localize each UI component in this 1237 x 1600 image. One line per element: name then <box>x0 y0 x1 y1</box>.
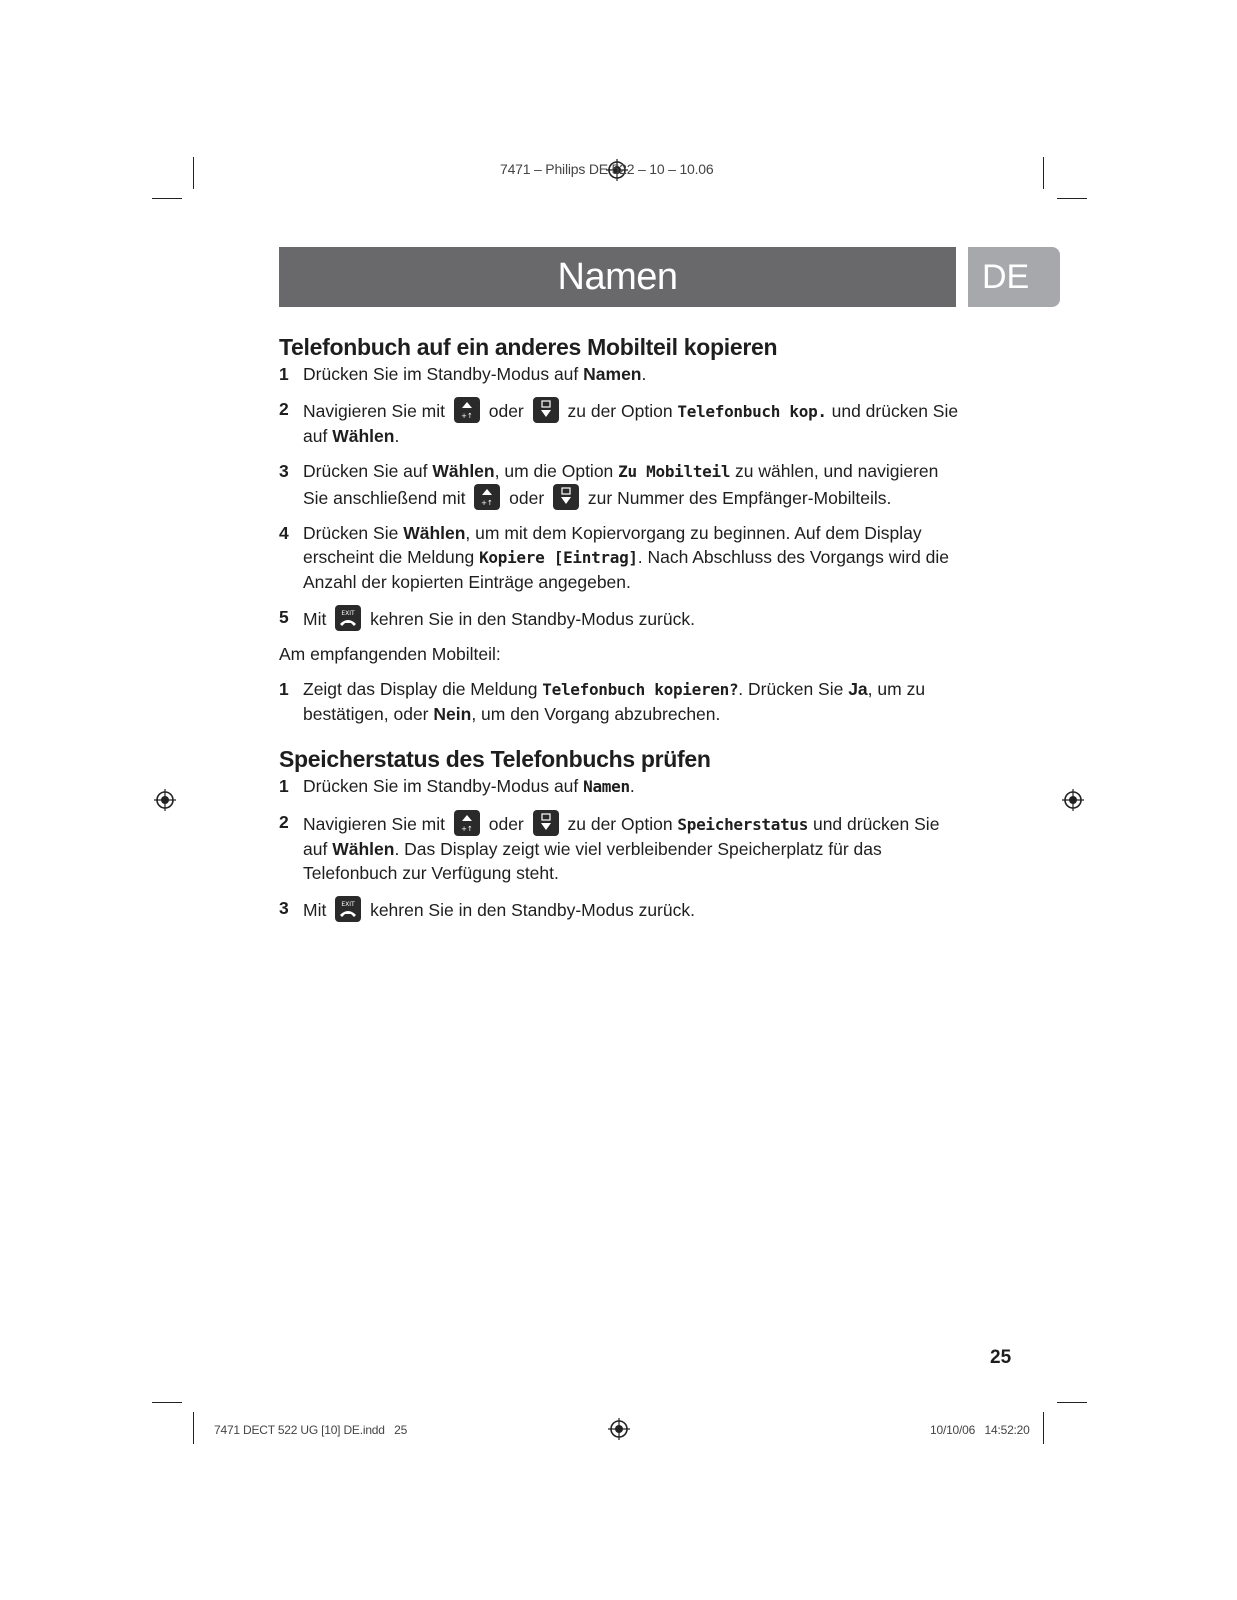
registration-mark-icon <box>1062 789 1084 811</box>
display-text: Speicherstatus <box>677 815 809 834</box>
nav-down-key-icon <box>533 810 559 836</box>
step-text: zu der Option <box>562 401 678 421</box>
display-text: Zu Mobilteil <box>618 462 731 481</box>
nav-down-key-icon <box>533 397 559 423</box>
step-text: oder <box>504 488 550 508</box>
list-item <box>279 397 959 448</box>
key-label: Nein <box>433 704 472 724</box>
step-text: Drücken Sie im Standby-Modus auf <box>303 776 584 796</box>
step-text: , um die Option <box>494 461 619 481</box>
step-text: Navigieren Sie mit <box>303 814 450 834</box>
list-item <box>279 605 959 631</box>
step-text: Mit <box>303 609 332 629</box>
section-banner <box>279 247 956 307</box>
step-text: kehren Sie in den Standby-Modus zurück. <box>365 609 695 629</box>
language-tab: DE <box>968 247 1060 307</box>
svg-text:EXIT: EXIT <box>341 901 355 908</box>
footer-file-name: 7471 DECT 522 UG [10] DE.indd 25 <box>214 1423 408 1437</box>
crop-mark <box>1043 1412 1044 1444</box>
step-number: 2 <box>279 812 289 832</box>
step-number: 5 <box>279 607 289 627</box>
step-text: oder <box>483 814 529 834</box>
step-text: zu wählen, und navigieren Sie anschließend mit <box>303 461 939 508</box>
section-heading: Speicherstatus des Telefonbuchs prüfen <box>279 746 711 772</box>
display-text: Telefonbuch kopieren? <box>542 680 739 699</box>
key-label: Ja <box>848 679 868 699</box>
footer-timestamp: 10/10/06 14:52:20 <box>930 1423 1030 1437</box>
svg-text:+↑: +↑ <box>461 825 473 833</box>
step-text: zur Nummer des Empfänger-Mobilteils. <box>583 488 892 508</box>
crop-mark <box>152 1402 182 1403</box>
step-text: Navigieren Sie mit <box>303 401 450 421</box>
receiving-label: Am empfangenden Mobilteil: <box>279 644 501 664</box>
key-label: Wählen <box>432 461 495 481</box>
step-text: . <box>641 364 647 384</box>
crop-mark <box>193 157 194 189</box>
crop-mark <box>193 1412 194 1444</box>
exit-key-icon <box>335 605 361 631</box>
nav-up-key-icon <box>474 484 500 510</box>
svg-text:+↑: +↑ <box>481 499 494 507</box>
key-label: Wählen <box>332 839 395 859</box>
step-text: , um den Vorgang abzubrechen. <box>471 704 721 724</box>
step-text: Drücken Sie auf <box>303 461 433 481</box>
step-number: 1 <box>279 364 289 384</box>
step-text: Drücken Sie im Standby-Modus auf <box>303 364 584 384</box>
page-number: 25 <box>990 1347 1012 1368</box>
step-text: zu der Option <box>562 814 678 834</box>
nav-up-key-icon <box>454 397 480 423</box>
section-heading: Telefonbuch auf ein anderes Mobilteil kopieren <box>279 334 778 360</box>
step-text: oder <box>483 401 529 421</box>
step-text: Drücken Sie <box>303 523 404 543</box>
step-text: und drücken Sie auf <box>303 401 959 446</box>
step-text: . Nach Abschluss des Vorgangs wird die Anzahl der kopierten Einträge angegeben. <box>303 547 950 592</box>
list-item <box>279 459 959 510</box>
svg-text:EXIT: EXIT <box>341 610 355 617</box>
nav-up-key-icon <box>454 810 480 836</box>
step-number: 1 <box>279 679 289 699</box>
step-text: Zeigt das Display die Meldung <box>303 679 543 699</box>
step-text: . Das Display zeigt wie viel verbleibender Speicherplatz für das Telefonbuch zur Verfügung steht. <box>303 839 882 883</box>
display-text: Kopiere [Eintrag] <box>479 548 638 567</box>
list-item <box>279 362 959 386</box>
list-item <box>279 810 959 885</box>
step-number: 2 <box>279 399 289 419</box>
step-number: 4 <box>279 523 289 543</box>
step-text: , um zu bestätigen, oder <box>303 679 926 724</box>
nav-down-key-icon <box>553 484 579 510</box>
registration-mark-icon <box>608 1418 630 1440</box>
crop-mark <box>152 198 182 199</box>
key-label: Namen <box>583 364 642 384</box>
step-text: Mit <box>303 900 332 920</box>
list-item <box>279 774 959 799</box>
registration-mark-icon <box>154 789 176 811</box>
list-item <box>279 521 959 594</box>
step-number: 3 <box>279 898 289 918</box>
crop-mark <box>1043 157 1044 189</box>
exit-key-icon <box>335 896 361 922</box>
header-slug: 7471 – Philips DE 522 – 10 – 10.06 <box>500 161 714 177</box>
display-text: Telefonbuch kop. <box>677 402 827 421</box>
step-text: , um mit dem Kopiervorgang zu beginnen. Auf dem Display erscheint die Meldung <box>303 523 922 567</box>
step-text: und drücken Sie auf <box>303 814 940 859</box>
svg-text:+↑: +↑ <box>461 412 473 420</box>
step-text: . <box>629 776 635 796</box>
step-text: . <box>394 426 400 446</box>
banner-title: Namen <box>557 255 678 298</box>
key-label: Wählen <box>403 523 466 543</box>
step-number: 3 <box>279 461 289 481</box>
list-item <box>279 896 959 922</box>
list-item <box>279 677 959 726</box>
crop-mark <box>1057 198 1087 199</box>
crop-mark <box>1057 1402 1087 1403</box>
key-label: Wählen <box>332 426 395 446</box>
step-text: kehren Sie in den Standby-Modus zurück. <box>365 900 695 920</box>
step-number: 1 <box>279 776 289 796</box>
main-content <box>279 332 959 933</box>
display-text: Namen <box>583 777 630 796</box>
step-text: . Drücken Sie <box>738 679 849 699</box>
